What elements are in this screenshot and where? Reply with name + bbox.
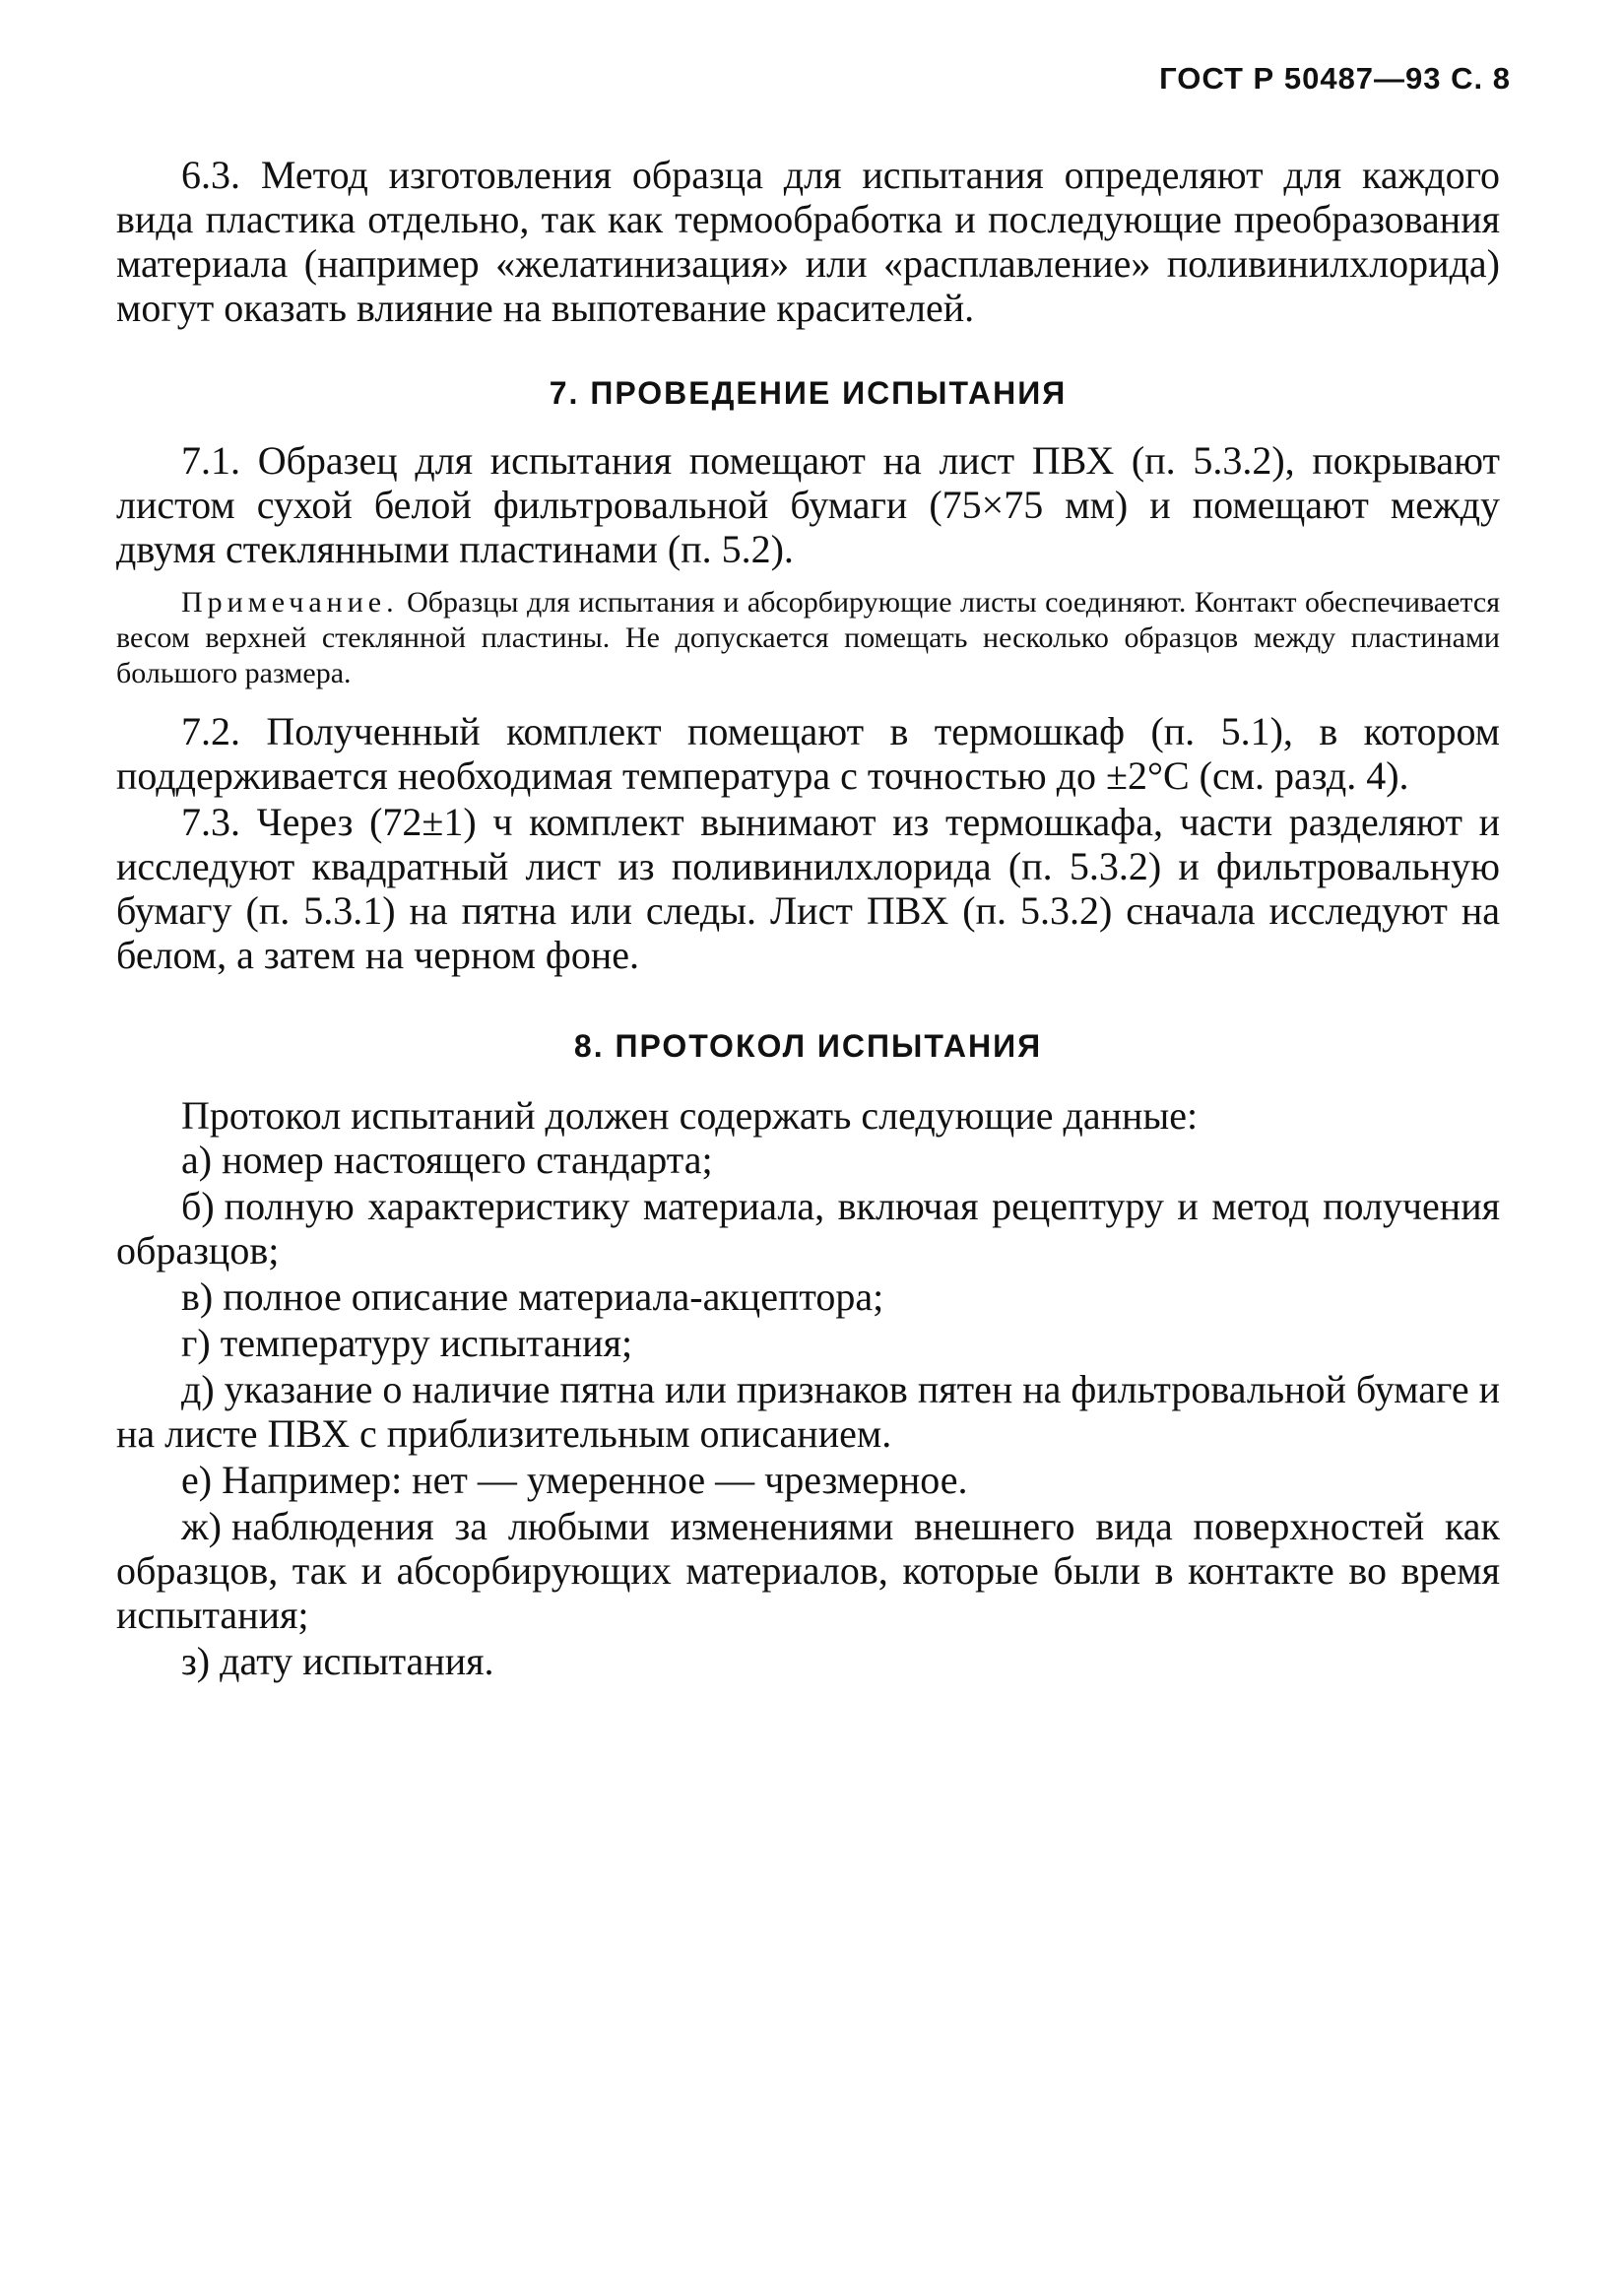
paragraph-7-3: 7.3. Через (72±1) ч комплект вынимают из термошкафа, части разделяют и исследуют квадратный лист из поливинилхлорида (п. 5.3.2) и фильтровальную бумагу (п. 5.3.1) на пятна или следы. Лист ПВХ (п. 5.3.2) сначала исследуют на белом, а затем на черном фоне. (116, 800, 1500, 977)
protocol-list (116, 1138, 1500, 1683)
list-item-marker: б) (181, 1184, 215, 1228)
list-item-marker: ж) (181, 1504, 222, 1548)
list-item (116, 1321, 1500, 1365)
section-7-heading: 7. ПРОВЕДЕНИЕ ИСПЫТАНИЯ (549, 375, 1068, 411)
list-item-marker: в) (181, 1274, 214, 1319)
list-item-text: номер настоящего стандарта; (222, 1138, 713, 1182)
paragraph-6-3: 6.3. Метод изготовления образца для испытания определяют для каждого вида пластика отдельно, так как термообработка и последующие преобразования материала (например «желатинизация» или «расплавление» поливинилхлорида) могут оказать влияние на выпотевание красителей. (116, 153, 1500, 330)
paragraph-7-1: 7.1. Образец для испытания помещают на лист ПВХ (п. 5.3.2), покрывают листом сухой белой фильтровальной бумаги (75×75 мм) и помещают между двумя стеклянными пластинами (п. 5.2). (116, 438, 1500, 571)
list-item-text: температуру испытания; (220, 1321, 633, 1365)
section-8-heading: 8. ПРОТОКОЛ ИСПЫТАНИЯ (573, 1028, 1043, 1064)
list-item-marker: а) (181, 1138, 213, 1182)
list-item-text: Например: нет — умеренное — чрезмерное. (222, 1458, 968, 1502)
list-item-marker: з) (181, 1639, 211, 1683)
list-item (116, 1639, 1500, 1683)
list-item-text: наблюдения за любыми изменениями внешнего вида поверхностей как образцов, так и абсорбирующих материалов, которые были в контакте во время испытания; (116, 1504, 1500, 1637)
list-item-text: полную характеристику материала, включая рецептуру и метод получения образцов; (116, 1184, 1500, 1273)
paragraph-7-2: 7.2. Полученный комплект помещают в термошкаф (п. 5.1), в котором поддерживается необходимая температура с точностью до ±2°C (см. разд. 4). (116, 709, 1500, 798)
running-header: ГОСТ Р 50487—93 С. 8 (1159, 61, 1511, 96)
list-item-marker: г) (181, 1321, 211, 1365)
list-item (116, 1458, 1500, 1502)
protocol-intro: Протокол испытаний должен содержать следующие данные: (181, 1093, 1199, 1138)
list-item-text: полное описание материала-акцептора; (223, 1274, 884, 1319)
list-item (116, 1367, 1500, 1456)
list-item-text: дату испытания. (220, 1639, 494, 1683)
list-item-text: указание о наличие пятна или признаков пятен на фильтровальной бумаге и на листе ПВХ с приблизительным описанием. (116, 1367, 1501, 1456)
note-text: Образцы для испытания и абсорбирующие листы соединяют. Контакт обеспечивается весом верхней стеклянной пластины. Не допускается помещать несколько образцов между пластинами большого размера. (116, 586, 1500, 689)
list-item (116, 1184, 1500, 1273)
list-item-marker: е) (181, 1458, 213, 1502)
note (116, 585, 1500, 691)
note-label: Примечание. (181, 586, 399, 619)
document-body (116, 153, 1500, 1683)
list-item (116, 1504, 1500, 1637)
list-item-marker: д) (181, 1367, 215, 1411)
list-item (116, 1274, 1500, 1319)
list-item (116, 1138, 1500, 1182)
